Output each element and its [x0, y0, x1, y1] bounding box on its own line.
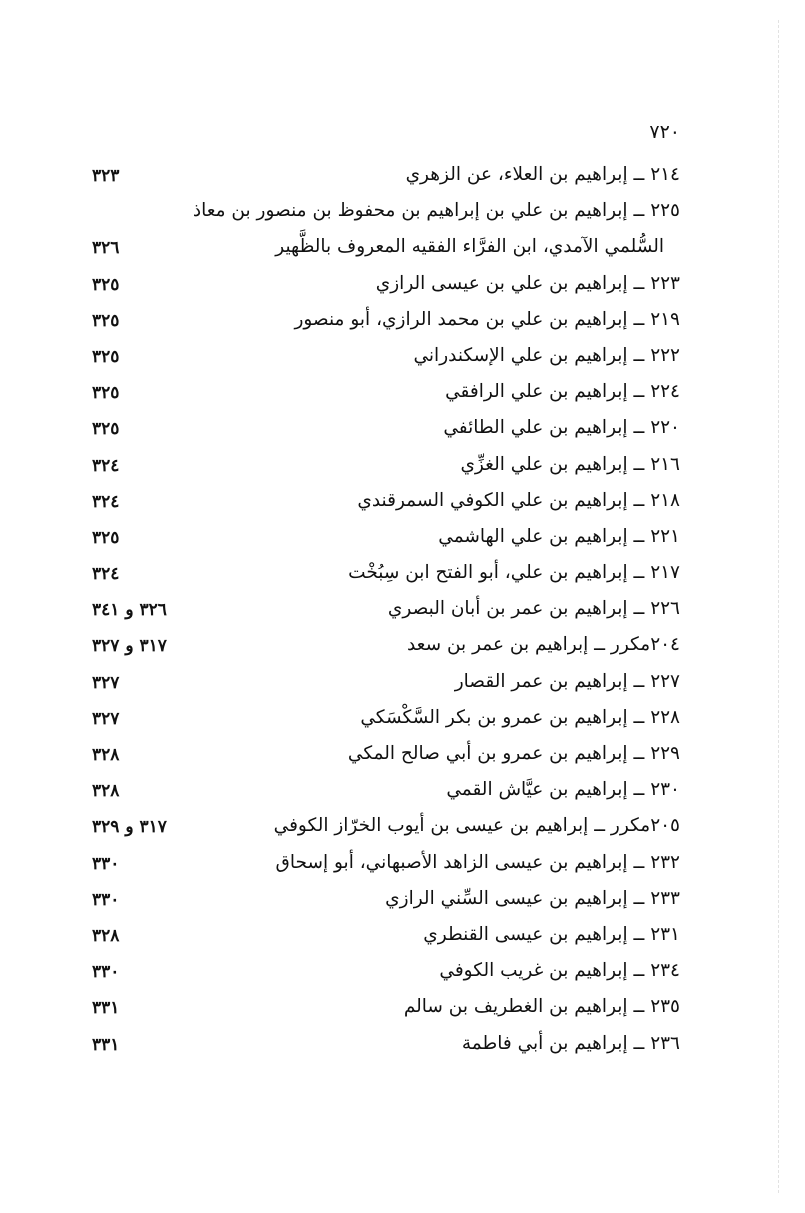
entry-page-ref: ٣٢٦	[92, 238, 120, 259]
entry-page-ref: ٣٢٤	[92, 491, 120, 512]
index-entry	[92, 956, 680, 992]
index-entry	[92, 1029, 680, 1065]
entry-text: ٢٢٣ ــ إبراهيم بن علي بن عيسى الرازي	[375, 272, 680, 294]
entry-page-ref: ٣٢٥	[92, 346, 120, 367]
index-entry	[92, 269, 680, 305]
entry-text: ٢١٦ ــ إبراهيم بن علي الغزِّي	[460, 453, 680, 475]
entry-page-ref: ٣٢٤	[92, 564, 120, 585]
entry-page-ref: ٣١٧ و ٣٢٧	[92, 636, 167, 657]
index-entry	[92, 848, 680, 884]
index-entry	[92, 305, 680, 341]
entry-text: السُّلمي الآمدي، ابن الفرَّاء الفقيه المعروف بالظَّهير	[275, 236, 664, 258]
entry-page-ref: ٣٢٧	[92, 672, 120, 693]
entry-page-ref: ٣٢٥	[92, 274, 120, 295]
entry-text: ٢٢٤ ــ إبراهيم بن علي الرافقي	[445, 381, 680, 403]
entry-page-ref: ٣٢٤	[92, 455, 120, 476]
entry-text: ٢٢٦ ــ إبراهيم بن عمر بن أبان البصري	[387, 598, 680, 620]
entry-text: ٢٣٦ ــ إبراهيم بن أبي فاطمة	[461, 1032, 680, 1054]
entry-page-ref: ٣٢٨	[92, 781, 120, 802]
entry-text: ٢٠٤مكرر ــ إبراهيم بن عمر بن سعد	[406, 634, 680, 656]
entry-page-ref: ٣٢٥	[92, 310, 120, 331]
index-entry	[92, 739, 680, 775]
entry-text: ٢٣٤ ــ إبراهيم بن غريب الكوفي	[439, 960, 680, 982]
entry-text: ٢٠٥مكرر ــ إبراهيم بن عيسى بن أيوب الخرّاز الكوفي	[273, 815, 680, 837]
entry-page-ref: ٣٢٥	[92, 383, 120, 404]
entry-page-ref: ٣٢٥	[92, 419, 120, 440]
index-entry	[92, 450, 680, 486]
page-number: ٧٢٠	[649, 121, 680, 143]
entry-page-ref: ٣٣٠	[92, 962, 120, 983]
index-entry	[92, 630, 680, 666]
entry-text: ٢١٧ ــ إبراهيم بن علي، أبو الفتح ابن سِبُخْت	[348, 562, 680, 584]
index-entry	[92, 232, 680, 268]
entry-text: ٢٣٠ ــ إبراهيم بن عيَّاش القمي	[446, 779, 680, 801]
index-entry	[92, 992, 680, 1028]
entry-text: ٢٢٧ ــ إبراهيم بن عمر القصار	[454, 670, 680, 692]
entry-text: ٢٣٥ ــ إبراهيم بن الغطريف بن سالم	[403, 996, 680, 1018]
index-entry	[92, 667, 680, 703]
entry-text: ٢١٨ ــ إبراهيم بن علي الكوفي السمرقندي	[357, 489, 680, 511]
entry-text: ٢٢٥ ــ إبراهيم بن علي بن إبراهيم بن محفوظ بن منصور بن معاذ	[192, 200, 680, 222]
index-entries-list	[92, 160, 680, 1065]
entry-page-ref: ٣٣٠	[92, 853, 120, 874]
index-entry	[92, 196, 680, 232]
entry-page-ref: ٣٢٦ و ٣٤١	[92, 600, 167, 621]
index-entry	[92, 884, 680, 920]
index-entry	[92, 703, 680, 739]
index-entry	[92, 486, 680, 522]
entry-text: ٢٢٩ ــ إبراهيم بن عمرو بن أبي صالح المكي	[347, 743, 680, 764]
entry-page-ref: ٣٢٨	[92, 745, 120, 765]
entry-page-ref: ٣٢٨	[92, 925, 120, 946]
entry-page-ref: ٣٣١	[92, 1034, 120, 1055]
index-entry	[92, 377, 680, 413]
entry-text: ٢١٤ ــ إبراهيم بن العلاء، عن الزهري	[405, 164, 680, 185]
index-entry	[92, 160, 680, 196]
index-entry	[92, 775, 680, 811]
entry-text: ٢٢٢ ــ إبراهيم بن علي الإسكندراني	[413, 344, 680, 366]
entry-page-ref: ٣٣٠	[92, 889, 120, 910]
entry-page-ref: ٣٣١	[92, 998, 120, 1019]
index-entry	[92, 811, 680, 847]
entry-page-ref: ٣٢٧	[92, 708, 120, 729]
index-entry	[92, 413, 680, 449]
index-entry	[92, 920, 680, 956]
index-entry	[92, 558, 680, 594]
entry-text: ٢٣٣ ــ إبراهيم بن عيسى السِّني الرازي	[385, 887, 680, 909]
entry-text: ٢٣١ ــ إبراهيم بن عيسى القنطري	[423, 923, 680, 945]
entry-text: ٢١٩ ــ إبراهيم بن علي بن محمد الرازي، أبو منصور	[294, 308, 680, 330]
index-entry	[92, 522, 680, 558]
entry-text: ٢٢١ ــ إبراهيم بن علي الهاشمي	[438, 525, 680, 547]
entry-text: ٢٢٠ ــ إبراهيم بن علي الطائفي	[443, 417, 680, 439]
page-edge-line	[778, 20, 779, 1193]
entry-text: ٢٢٨ ــ إبراهيم بن عمرو بن بكر السَّكْسَكي	[360, 706, 680, 728]
index-entry	[92, 341, 680, 377]
entry-page-ref: ٣٢٣	[92, 166, 120, 186]
entry-page-ref: ٣١٧ و ٣٢٩	[92, 817, 167, 838]
entry-page-ref: ٣٢٥	[92, 527, 120, 548]
index-entry	[92, 594, 680, 630]
entry-text: ٢٣٢ ــ إبراهيم بن عيسى الزاهد الأصبهاني، أبو إسحاق	[275, 851, 680, 873]
